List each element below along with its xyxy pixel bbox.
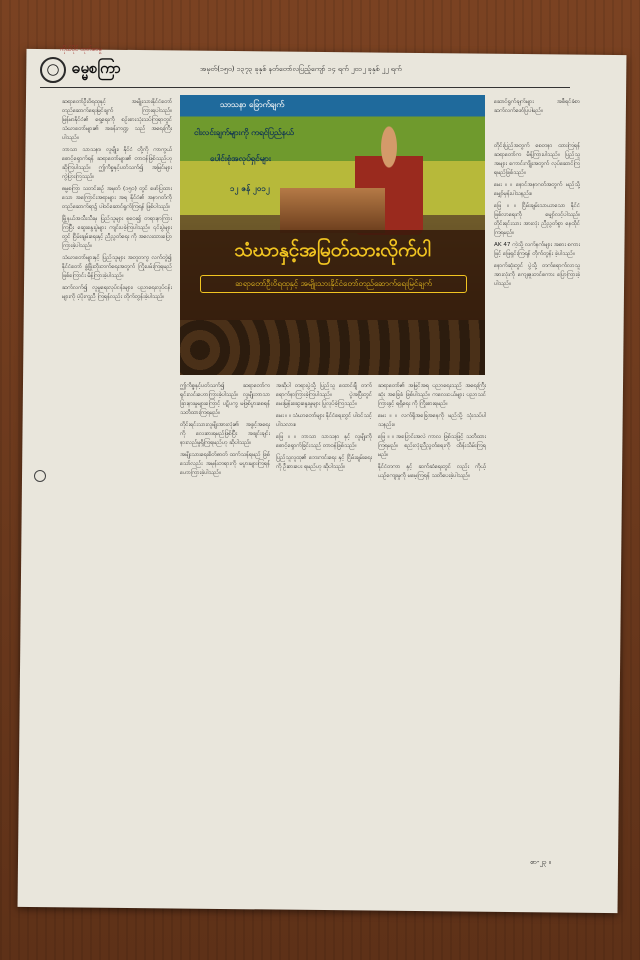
banner-line-3: ပေါင်းစုံအလုပ်ရှင်များ: [210, 154, 271, 163]
paragraph: ဖြေ ။ ။ ဘာသာ သာသနာ နှင့် လူမျိုးကို စောင့်ရှောက်ခြင်းသည် တာဝန်ဖြစ်သည်။: [276, 434, 372, 449]
article-column-3: [276, 382, 372, 882]
dhamma-wheel-logo-icon: [40, 57, 66, 83]
paragraph: တိုင်းရင်းသားလူမျိုးအားလုံး၏ အခွင့်အရေးကို လေးစားရမည်ဖြစ်ပြီး အချင်းချင်း နားလည်မှုရှိကြရမည်ဟု ဆိုပါသည်။: [180, 422, 270, 446]
paragraph: ဓမ္မစကြာ သတင်းစဉ် အမှတ် (၁၅၀) တွင် ဖော်ပြထားသော အကြောင်းအရာများ အရ နိုင်ငံ၏ အနာဂတ်ကို တည်ဆောက်ရာ၌ ပါဝင်ဆောင်ရွက်ကြရန် ဖြစ်ပါသည်။: [62, 186, 172, 210]
masthead-rule: [40, 87, 570, 88]
paragraph: အမျိုးသားရေးစိတ်ဓာတ် ထက်သန်ရမည် ဖြစ်သော်လည်း အမုန်းတရားကို မပွားများကြရန် ဟောကြားခဲ့ပါသည်။: [180, 452, 270, 476]
masthead-brand-small: ကိုယ်ပိုင် ထုတ်ဝေမှု: [60, 46, 103, 53]
headline: သံဃာနှင့်အမြတ်သားလိုက်ပါ: [234, 239, 431, 261]
paragraph: မေး ။ ။ နောင်အနာဂတ်အတွက် မည်သို့ မျှော်မှန်းပါသနည်း။: [494, 182, 580, 197]
paragraph: နိုင်ငံတကာ နှင့် ဆက်ဆံရေးတွင် လည်း ကိုယ့်ယဉ်ကျေးမှုကို မမေ့ကြရန် သတိပေးခဲ့ပါသည်။: [378, 464, 486, 479]
article-column-2: [180, 382, 270, 882]
paragraph: ဘာသာ သာသနာ၊ လူမျိုး၊ နိုင်ငံ တို့ကို ကာကွယ်စောင့်ရှောက်ရန် ဆရာတော်များ၏ တာဝန်ဖြစ်သည်ဟု ဆိုကြပါသည်။ ဤကိစ္စနှင့်ပတ်သက်၍ အမြင်များ ကွဲပြားကြသည်။: [62, 147, 172, 180]
banner-line-4: ၁၂ ဇန် ၂၀၁၂: [230, 184, 270, 193]
paragraph: AK 47 ကဲ့သို့ လက်နက်များ အစား စကားဖြင့် ဖြေရှင်းကြရန် တိုက်တွန်း ခဲ့ပါသည်။: [494, 242, 580, 257]
paragraph: ဆရာတော်ဦးဝိရထုနှင့် အမျိုးသားနိုင်ငံတော် တည်ဆောက်ရေးမြင်ချက် ကြားရပါသည်။ မြန်မာနိုင်ငံ၏ ရှေ့ရေးကို စဉ်းစားသုံးသပ်ကြရာတွင် သံဃာတော်များ၏ အခန်းကဏ္ဍ သည် အရေးကြီးပါသည်။: [62, 99, 172, 141]
paragraph: သံဃာတော်များနှင့် ပြည်သူများ အတူတကွ လက်တွဲ၍ နိုင်ငံတော် ဖွံ့ဖြိုးတိုးတက်ရေးအတွက် ကြိုးပမ်းကြရမည် ဖြစ်ကြောင်း မိန့်ကြားခဲ့ပါသည်။: [62, 255, 172, 279]
article-column-1: [62, 98, 172, 878]
paragraph: တိုင်းပြည်အတွက် စေတနာ ထားကြရန် ဆရာတော်က မိန့်ကြားပါသည်။ ပြည်သူအများ ကောင်းကျိုးအတွက် လုပ်ဆောင်ကြရမည်ဖြစ်သည်။: [494, 143, 580, 176]
paragraph: ဖြေ ။ ။ ငြိမ်းချမ်းသာယာသော နိုင်ငံ ဖြစ်လာရေးကို မျှော်လင့်ပါသည်။ တိုင်းရင်းသား အားလုံး ညီညွတ်စွာ နေထိုင်ကြရမည်။: [494, 203, 580, 236]
paragraph: အဆိုပါ တရားပွဲသို့ ပြည်သူ ထောင်ချီ တက်ရောက်နာကြားခဲ့ကြပါသည်။ ပွဲအပြီးတွင် မေးမြန်းဆွေးနွေးမှုများ ပြုလုပ်ခဲ့ကြသည်။: [276, 383, 372, 407]
audience-crowd: [180, 320, 485, 375]
masthead-title: ဓမ္မစကြာ: [72, 59, 121, 77]
paragraph: ဖြေ ။ ။ အပြောင်းအလဲ ကာလ ဖြစ်သဖြင့် သတိထားကြရမည်။ စည်းလုံးညီညွတ်ရေးကို ထိန်းသိမ်းကြရမည်။: [378, 434, 486, 458]
banner-line-1: သာသနာ ခြောက်ချက်: [220, 100, 285, 109]
masthead: [40, 45, 570, 89]
binder-hole-icon: [34, 470, 46, 482]
paragraph: ဆရာတော်၏ အမြင်အရ ပညာရေးသည် အရေးကြီးဆုံး အခြေခံ ဖြစ်ပါသည်။ ကလေးငယ်များ ပညာသင်ကြားခွင့် ရရှိရေး ကို ကြိုးစားရမည်။: [378, 383, 486, 407]
page-number: စာ-၂၃ ။: [530, 858, 552, 866]
subhead: ဆရာတော်ဦးဝိရထုနှင့် အမျိုးသားနိုင်ငံတော်တည်ဆောက်ရေးမြင်ချက်: [200, 275, 467, 293]
banner-line-2: ငါးလင်းချက်များကို ကရင်ပြည်နယ်: [194, 128, 294, 137]
paragraph: ဆောင်ရွက်ချက်များ အစီရင်ခံစာ ဆက်လက်ဖော်ပြပါမည်။: [494, 99, 580, 114]
paragraph: ဆက်လက်၍ လူမှုရေးလုပ်ငန်းများ၊ ပညာရေးလုပ်ငန်းများကို ပံ့ပိုးကူညီ ကြရန်လည်း တိုက်တွန်းခဲ့ပါသည်။: [62, 285, 172, 300]
article-column-4: [378, 382, 486, 882]
paragraph: မြို့နယ်အသီးသီးမှ ပြည်သူများ စုဝေး၍ တရားနာကြားကြပြီး ဆွေးနွေးပွဲများ ကျင်းပခဲ့ကြပါသည်။ ၎င်းပွဲများတွင် ငြိမ်းချမ်းရေးနှင့် ညီညွတ်ရေး ကို အလေးထားပြောကြားခဲ့ပါသည်။: [62, 216, 172, 249]
paragraph: ပြည်သူလူထု၏ ဘေးကင်းရေး နှင့် ငြိမ်းချမ်းရေးကို ဦးစားပေး ရမည်ဟု ဆိုပါသည်။: [276, 455, 372, 470]
paragraph: ဤကိစ္စနှင့်ပတ်သက်၍ ဆရာတော်က ရှင်းလင်းဟောကြားခဲ့ပါသည်။ လူမျိုးဘာသာ ခြားနားမှုများကြောင့် ပဋိပက္ခ မဖြစ်ပွားစေရန် သတိထားကြရမည်။: [180, 383, 270, 416]
issue-line: အမှတ်(၁၅၀) ၁၃၇၃ ခုနှစ် နတ်တော်လပြည့်ကျော် ၁၄ ရက် ၂၀၁၂ ခုနှစ် ၂၂ ရက်: [200, 65, 402, 73]
podium: [280, 188, 385, 233]
paragraph: မေး ။ ။ သံဃာတော်များ နိုင်ငံရေးတွင် ပါဝင်သင့်ပါသလား။: [276, 413, 372, 428]
lead-photo: [180, 95, 485, 375]
article-column-5: [494, 142, 580, 882]
paragraph: မေး ။ ။ လက်ရှိအခြေအနေကို မည်သို့ သုံးသပ်ပါသနည်း။: [378, 413, 486, 428]
paragraph: နောက်ဆုံးတွင် ပွဲသို့ တက်ရောက်လာသူ အားလုံးကို ကျေးဇူးတင်စကား ပြောကြားခဲ့ပါသည်။: [494, 263, 580, 287]
article-column-5-top: [494, 98, 580, 138]
